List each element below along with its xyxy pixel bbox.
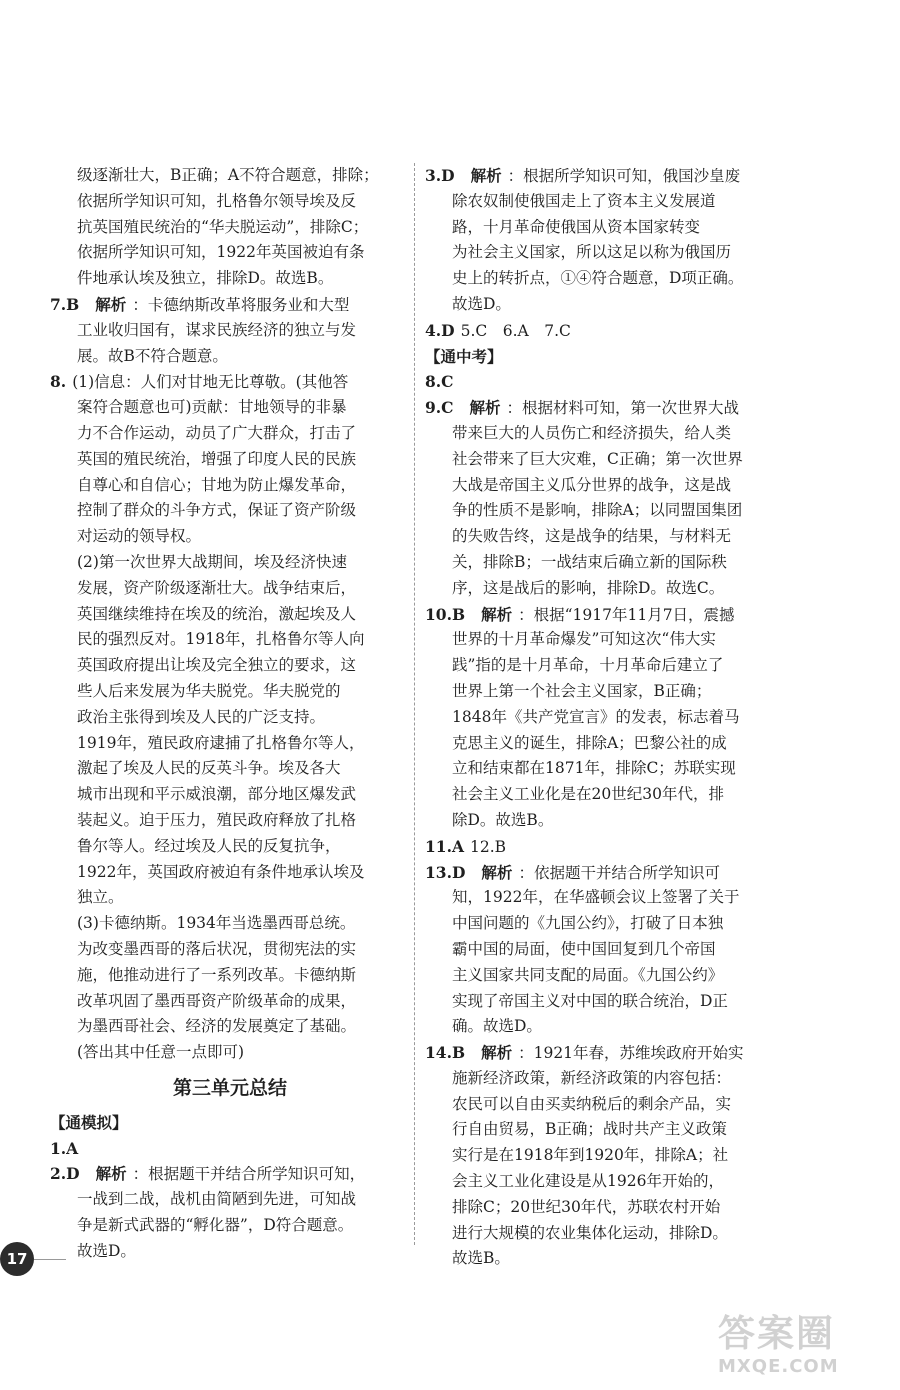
answer-number: 8.C	[425, 372, 454, 392]
answer-text-line	[50, 473, 410, 499]
answer-text-line	[425, 447, 785, 473]
answer-text-line	[50, 1040, 410, 1066]
line-text: 12.B	[470, 837, 507, 856]
answer-number: 3.D	[425, 166, 455, 185]
line-text: 发展，资产阶级逐渐壮大。战争结束后，	[77, 578, 357, 597]
line-text: 社会主义工业化是在20世纪30年代，排	[452, 785, 724, 804]
line-text: 行自由贸易，B正确；战时共产主义政策	[452, 1120, 727, 1139]
line-text: 1922年，英国政府被迫有条件地承认埃及	[77, 862, 365, 881]
watermark	[718, 1312, 893, 1380]
line-text: ：1921年春，苏维埃政府开始实	[518, 1044, 744, 1063]
answer-text-line	[425, 1092, 785, 1118]
left-column	[50, 163, 410, 1265]
line-text: 自尊心和自信心；甘地为防止爆发革命，	[77, 475, 357, 494]
answer-text-line	[50, 447, 410, 473]
line-text: 抗英国殖民统治的“华夫脱运动”，排除C；	[77, 217, 369, 236]
answer-item	[50, 369, 410, 395]
answer-text-line	[50, 318, 410, 344]
line-text: 会主义工业化建设是从1926年开始的，	[452, 1172, 724, 1191]
analysis-label: 解析	[470, 166, 502, 185]
line-text: 争的性质不是影响，排除A；以同盟国集团	[452, 501, 743, 520]
line-text: 案符合题意也可)贡献：甘地领导的非暴	[77, 398, 347, 417]
line-text: (2)第一次世界大战期间，埃及经济快速	[77, 552, 347, 571]
line-text: ：卡德纳斯改革将服务业和大型	[132, 295, 350, 314]
line-text: ：依据题干并结合所学知识可	[518, 863, 720, 882]
answer-text-line	[50, 266, 410, 292]
answer-text-line	[425, 1117, 785, 1143]
answer-text-line	[50, 860, 410, 886]
line-text: 带来巨大的人员伤亡和经济损失，给人类	[452, 423, 732, 442]
answer-item	[425, 395, 785, 421]
answer-text-line	[425, 808, 785, 834]
line-text: 1919年，殖民政府逮捕了扎格鲁尔等人，	[77, 733, 365, 752]
answer-number: 8.	[50, 372, 67, 392]
answer-text-line	[425, 1221, 785, 1247]
answer-item	[425, 860, 785, 886]
answer-text-line	[425, 756, 785, 782]
section-heading: 【通模拟】	[50, 1112, 128, 1132]
answer-item	[50, 1136, 410, 1162]
answer-text-line	[425, 421, 785, 447]
line-text: 为墨西哥社会、经济的发展奠定了基础。	[77, 1017, 357, 1036]
answer-text-line	[50, 653, 410, 679]
right-column	[425, 163, 785, 1272]
answer-text-line	[425, 1246, 785, 1272]
line-text: (答出其中任意一点即可)	[77, 1043, 245, 1062]
answer-text-line	[425, 498, 785, 524]
answer-text-line	[50, 731, 410, 757]
line-text: 世界上第一个社会主义国家，B正确；	[452, 681, 712, 700]
answer-text-line	[425, 576, 785, 602]
answer-text-line	[425, 240, 785, 266]
line-text: 依据所学知识可知，扎格鲁尔领导埃及反	[77, 191, 357, 210]
line-text: 英国继续维持在埃及的统治，激起埃及人	[77, 604, 357, 623]
line-text: ：根据材料可知，第一次世界大战	[506, 399, 740, 418]
line-text: 的失败告终，这是战争的结果，与材料无	[452, 527, 732, 546]
line-text: 展。故B不符合题意。	[77, 346, 228, 365]
line-text: (1)信息：人们对甘地无比尊敬。(其他答	[72, 373, 349, 392]
watermark-logo: 答案圈	[718, 1312, 835, 1355]
analysis-label: 解析	[95, 294, 127, 314]
line-text: 装起义。迫于压力，殖民政府释放了扎格	[77, 810, 357, 829]
analysis-label: 解析	[481, 862, 513, 882]
answer-text-line	[425, 911, 785, 937]
answer-text-line	[425, 292, 785, 318]
line-text: 改革巩固了墨西哥资产阶级革命的成果，	[77, 991, 357, 1010]
answer-text-line	[50, 1239, 410, 1265]
answer-text-line	[425, 189, 785, 215]
answer-text-line	[50, 524, 410, 550]
line-text: 1848年《共产党宣言》的发表，标志着马	[452, 707, 740, 726]
line-text: 故选B。	[452, 1249, 510, 1268]
line-text: 实现了帝国主义对中国的联合统治，D正	[452, 991, 728, 1010]
answer-text-line	[50, 834, 410, 860]
line-text: 控制了群众的斗争方式，保证了资产阶级	[77, 501, 357, 520]
answer-text-line	[425, 1195, 785, 1221]
answer-text-line	[50, 1014, 410, 1040]
answer-text-line	[50, 911, 410, 937]
line-text: 史上的转折点，①④符合题意，D项正确。	[452, 269, 744, 288]
answer-number: 10.B	[425, 604, 466, 624]
answer-text-line	[50, 937, 410, 963]
answer-text-line	[50, 189, 410, 215]
line-text: 件地承认埃及独立，排除D。故选B。	[77, 269, 334, 288]
answer-text-line	[50, 808, 410, 834]
answer-text-line	[50, 627, 410, 653]
line-text: 大战是帝国主义瓜分世界的战争，这是战	[452, 475, 732, 494]
line-text: 英国的殖民统治，增强了印度人民的民族	[77, 449, 357, 468]
answer-number: 13.D	[425, 862, 466, 882]
line-text: 实行是在1918年到1920年，排除A；社	[452, 1146, 729, 1165]
answer-text-line	[50, 498, 410, 524]
answer-number: 1.A	[50, 1138, 79, 1158]
answer-text-line	[50, 395, 410, 421]
answer-item	[425, 1040, 785, 1066]
line-text: 立和结束都在1871年，排除C；苏联实现	[452, 759, 736, 778]
line-text: 民的强烈反对。1918年，扎格鲁尔等人向	[77, 630, 365, 649]
answer-text-line	[50, 989, 410, 1015]
answer-text-line	[50, 602, 410, 628]
line-text: 独立。	[77, 888, 124, 907]
line-text: 故选D。	[77, 1241, 136, 1260]
watermark-url: MXQE.COM	[718, 1356, 839, 1377]
line-text: ：根据“1917年11月7日，震撼	[518, 605, 735, 624]
section-title: 第三单元总结	[172, 1076, 287, 1099]
line-text: 依据所学知识可知，1922年英国被迫有条	[77, 243, 365, 262]
answer-item	[425, 834, 785, 860]
line-text: 一战到二战，战机由简陋到先进，可知战	[77, 1190, 357, 1209]
line-text: 排除C；20世纪30年代，苏联农村开始	[452, 1197, 721, 1216]
answer-text-line	[50, 1213, 410, 1239]
section-heading: 【通中考】	[425, 346, 503, 366]
line-text: 鲁尔等人。经过埃及人民的反复抗争，	[77, 836, 341, 855]
answer-text-line	[425, 524, 785, 550]
answer-number: 4.D	[425, 320, 455, 340]
answer-item	[50, 292, 410, 318]
line-text: 5.C 6.A 7.C	[460, 321, 571, 340]
answer-text-line	[50, 344, 410, 370]
line-text: 路，十月革命使俄国从资本国家转变	[452, 217, 701, 236]
answer-text-line	[425, 885, 785, 911]
answer-text-line	[425, 679, 785, 705]
page-number-badge	[0, 1242, 34, 1276]
line-text: 为改变墨西哥的落后状况，贯彻宪法的实	[77, 939, 357, 958]
answer-item	[50, 1161, 410, 1187]
answer-text-line	[425, 1066, 785, 1092]
line-text: 知，1922年，在华盛顿会议上签署了关于	[452, 888, 740, 907]
line-text: 英国政府提出让埃及完全独立的要求，这	[77, 656, 357, 675]
answer-text-line	[50, 782, 410, 808]
answer-text-line	[50, 240, 410, 266]
line-text: 世界的十月革命爆发”可知这次“伟大实	[452, 630, 716, 649]
answer-text-line	[425, 473, 785, 499]
answer-text-line	[50, 1187, 410, 1213]
answer-text-line	[425, 989, 785, 1015]
line-text: 克思主义的诞生，排除A；巴黎公社的成	[452, 733, 727, 752]
column-divider	[414, 163, 415, 1245]
line-text: 为社会主义国家，所以这足以称为俄国历	[452, 243, 732, 262]
line-text: 政治主张得到埃及人民的广泛支持。	[77, 707, 326, 726]
answer-text-line	[425, 266, 785, 292]
answer-text-line	[425, 627, 785, 653]
answer-text-line	[50, 215, 410, 241]
line-text: 级逐渐壮大，B正确；A不符合题意，排除；	[77, 166, 379, 184]
answer-text-line	[425, 731, 785, 757]
answer-text-line	[425, 963, 785, 989]
answer-text-line	[425, 705, 785, 731]
answer-text-line	[425, 937, 785, 963]
answer-text-line	[425, 1169, 785, 1195]
answer-item	[425, 369, 785, 395]
line-text: 除D。故选B。	[452, 810, 554, 829]
line-text: 对运动的领导权。	[77, 527, 202, 546]
line-text: 些人后来发展为华夫脱党。华夫脱党的	[77, 681, 341, 700]
answer-text-line	[50, 705, 410, 731]
answer-text-line	[425, 1014, 785, 1040]
answer-number: 9.C	[425, 398, 454, 418]
answer-text-line	[50, 679, 410, 705]
line-text: 施新经济政策，新经济政策的内容包括：	[452, 1068, 732, 1087]
line-text: 主义国家共同支配的局面。《九国公约》	[452, 965, 724, 984]
line-text: 工业收归国有，谋求民族经济的独立与发	[77, 320, 357, 339]
answer-text-line	[50, 163, 410, 189]
answer-text-line	[50, 885, 410, 911]
line-text: 中国问题的《九国公约》，打破了日本独	[452, 914, 724, 933]
answer-text-line	[50, 963, 410, 989]
answer-text-line	[50, 550, 410, 576]
page-number-rule	[34, 1259, 66, 1260]
line-text: 激起了埃及人民的反英斗争。埃及各大	[77, 759, 341, 778]
answer-text-line	[50, 421, 410, 447]
page-number: 17	[6, 1250, 28, 1268]
analysis-label: 解析	[469, 398, 501, 418]
analysis-label: 解析	[95, 1164, 127, 1184]
line-text: 城市出现和平示威浪潮，部分地区爆发武	[77, 785, 357, 804]
answer-text-line	[425, 215, 785, 241]
answer-text-line	[425, 653, 785, 679]
line-text: 序，这是战后的影响，排除D。故选C。	[452, 578, 725, 597]
line-text: ：根据所学知识可知，俄国沙皇废	[507, 167, 741, 185]
line-text: ：根据题干并结合所学知识可知，	[132, 1165, 366, 1184]
answer-item	[425, 318, 785, 344]
answer-text-line	[425, 550, 785, 576]
line-text: 故选D。	[452, 294, 511, 313]
line-text: 社会带来了巨大灾难，C正确；第一次世界	[452, 449, 743, 468]
line-text: 争是新式武器的“孵化器”，D符合题意。	[77, 1216, 354, 1235]
line-text: 确。故选D。	[452, 1017, 542, 1036]
line-text: 农民可以自由买卖纳税后的剩余产品，实	[452, 1094, 732, 1113]
analysis-label: 解析	[481, 1043, 513, 1063]
answer-text-line	[425, 782, 785, 808]
line-text: 除农奴制使俄国走上了资本主义发展道	[452, 191, 716, 210]
analysis-label: 解析	[481, 604, 513, 624]
line-text: (3)卡德纳斯。1934年当选墨西哥总统。	[77, 914, 356, 933]
answer-item	[425, 602, 785, 628]
line-text: 进行大规模的农业集体化运动，排除D。	[452, 1223, 728, 1242]
answer-text-line	[425, 1143, 785, 1169]
line-text: 践”指的是十月革命，十月革命后建立了	[452, 656, 724, 675]
answer-number: 14.B	[425, 1043, 466, 1063]
answer-number: 7.B	[50, 294, 80, 314]
answer-number: 11.A	[425, 836, 464, 856]
answer-text-line	[50, 576, 410, 602]
answer-number: 2.D	[50, 1164, 80, 1184]
line-text: 力不合作运动，动员了广大群众，打击了	[77, 423, 357, 442]
line-text: 施，他推动进行了一系列改革。卡德纳斯	[77, 965, 357, 984]
answer-item	[425, 163, 785, 189]
line-text: 关，排除B；一战结束后确立新的国际秩	[452, 552, 727, 571]
answer-text-line	[50, 756, 410, 782]
line-text: 霸中国的局面，使中国回复到几个帝国	[452, 939, 716, 958]
